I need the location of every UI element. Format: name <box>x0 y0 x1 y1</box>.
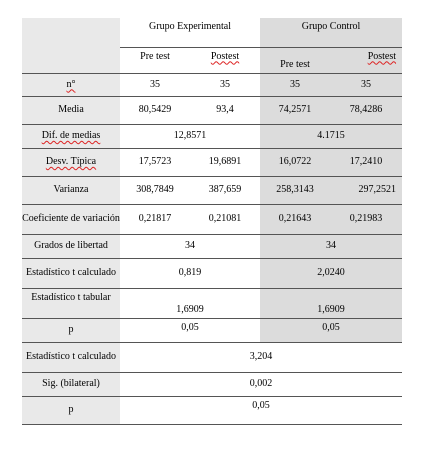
row-p2 <box>22 396 402 424</box>
row-label: Estadístico t tabular <box>22 288 120 318</box>
exp-pre-header: Pre test <box>120 47 190 73</box>
row-n <box>22 73 402 96</box>
ctl-post-header <box>330 47 402 73</box>
cell: 35 <box>330 73 402 96</box>
row-label: Estadístico t calculado <box>22 258 120 288</box>
row-label: Coeficiente de variación <box>22 204 120 234</box>
row-n-label: n° <box>66 78 76 90</box>
cell: 0,002 <box>120 372 402 396</box>
cell: 1,6909 <box>120 288 260 318</box>
row-gl <box>22 234 402 258</box>
exp-post-label: Postest <box>210 50 240 62</box>
row-dif-label: Dif. de medias <box>41 130 101 141</box>
row-t-calc <box>22 258 402 288</box>
row-sig <box>22 372 402 396</box>
row-label: Estadístico t calculado <box>22 342 120 372</box>
ctl-pre-header: Pre test <box>260 47 330 73</box>
row-label: Media <box>22 96 120 124</box>
cell: 34 <box>260 234 402 258</box>
cell: 258,3143 <box>260 176 330 204</box>
results-table-container <box>22 18 402 425</box>
subheader-corner <box>22 47 120 73</box>
ctl-post-label: Postest <box>367 50 397 62</box>
cell: 308,7849 <box>120 176 190 204</box>
group-experimental-header: Grupo Experimental <box>120 18 260 47</box>
cell: 35 <box>260 73 330 96</box>
row-media <box>22 96 402 124</box>
row-label: Sig. (bilateral) <box>22 372 120 396</box>
group-control-header: Grupo Control <box>260 18 402 47</box>
row-label <box>22 73 120 96</box>
cell: 80,5429 <box>120 96 190 124</box>
corner-cell <box>22 18 120 47</box>
cell: 0,819 <box>120 258 260 288</box>
row-label <box>22 148 120 176</box>
cell: 35 <box>190 73 260 96</box>
row-t-tab <box>22 288 402 318</box>
row-desv-label: Desv. Típica <box>45 156 97 167</box>
statistics-table <box>22 18 402 425</box>
cell: 0,21983 <box>330 204 402 234</box>
row-label: Grados de libertad <box>22 234 120 258</box>
exp-post-header <box>190 47 260 73</box>
cell: 17,5723 <box>120 148 190 176</box>
cell: 16,0722 <box>260 148 330 176</box>
subheader-row <box>22 47 402 73</box>
row-desv <box>22 148 402 176</box>
cell: 0,21081 <box>190 204 260 234</box>
row-dif-medias <box>22 124 402 148</box>
cell: 2,0240 <box>260 258 402 288</box>
row-label <box>22 124 120 148</box>
row-label: p <box>22 318 120 342</box>
cell: 0,05 <box>120 396 402 424</box>
row-p1 <box>22 318 402 342</box>
cell: 78,4286 <box>330 96 402 124</box>
group-header-row <box>22 18 402 47</box>
cell: 17,2410 <box>330 148 402 176</box>
cell: 4.1715 <box>260 124 402 148</box>
cell: 0,21643 <box>260 204 330 234</box>
row-label: p <box>22 396 120 424</box>
cell: 3,204 <box>120 342 402 372</box>
cell: 0,05 <box>120 318 260 342</box>
cell: 34 <box>120 234 260 258</box>
cell: 0,05 <box>260 318 402 342</box>
cell: 387,659 <box>190 176 260 204</box>
cell: 12,8571 <box>120 124 260 148</box>
row-label: Varianza <box>22 176 120 204</box>
cell: 74,2571 <box>260 96 330 124</box>
cell: 297,2521 <box>330 176 402 204</box>
cell: 0,21817 <box>120 204 190 234</box>
row-t-calc-2 <box>22 342 402 372</box>
cell: 35 <box>120 73 190 96</box>
cell: 19,6891 <box>190 148 260 176</box>
cell: 1,6909 <box>260 288 402 318</box>
row-coef <box>22 204 402 234</box>
cell: 93,4 <box>190 96 260 124</box>
row-varianza <box>22 176 402 204</box>
